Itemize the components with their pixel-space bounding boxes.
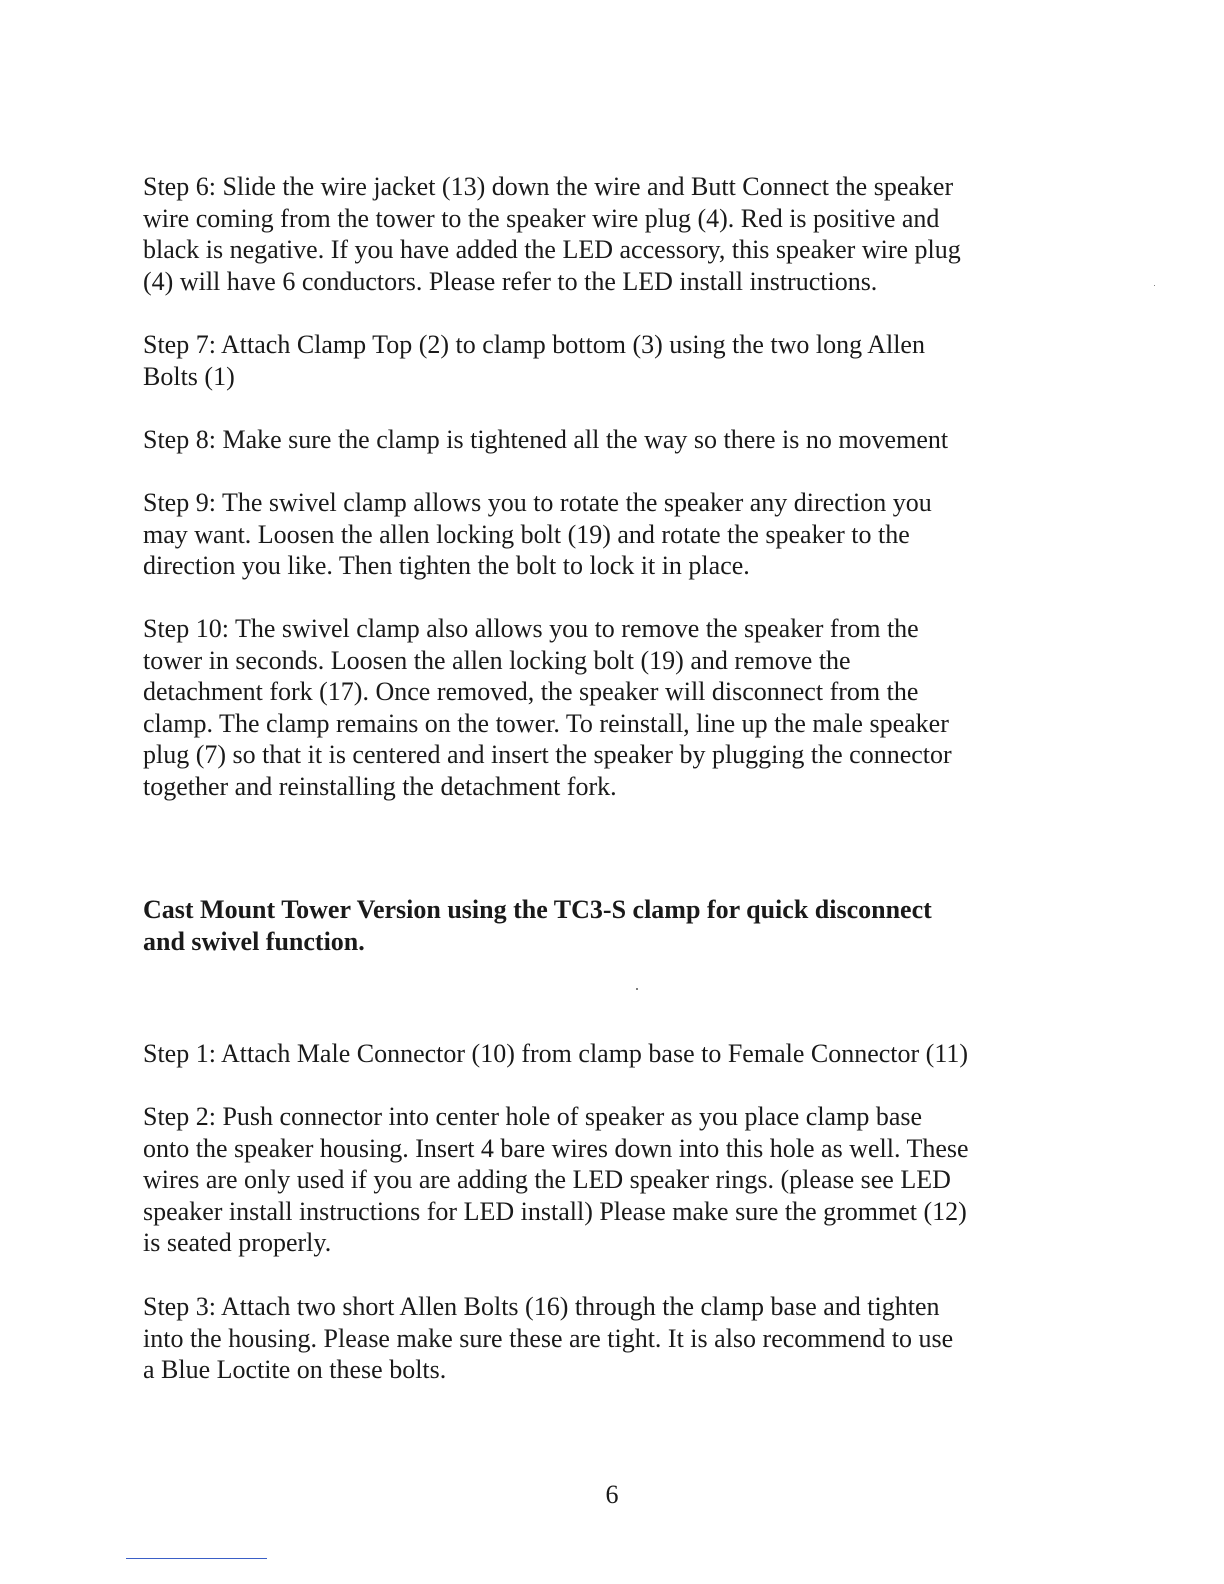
step-9-paragraph: Step 9: The swivel clamp allows you to rotate the speaker any direction you may want. Loosen the allen locking bolt (19) and rotate the speaker to the direction you like. Then tighten the bolt to lock it in place. [143, 488, 932, 580]
step-1-paragraph: Step 1: Attach Male Connector (10) from clamp base to Female Connector (11) [143, 1039, 969, 1068]
step-6-paragraph: Step 6: Slide the wire jacket (13) down the wire and Butt Connect the speaker wire coming from the tower to the speaker wire plug (4). Red is positive and black is negative. If you have added the LED accessory, this speaker wire plug (4) will have 6 conductors. Please refer to the LED install instructions. [143, 172, 961, 296]
step-7-paragraph: Step 7: Attach Clamp Top (2) to clamp bottom (3) using the two long Allen Bolts (1) [143, 330, 925, 391]
footer-rule [126, 1558, 267, 1559]
scan-speck [636, 988, 638, 990]
scan-speck [1154, 285, 1155, 286]
section-heading: Cast Mount Tower Version using the TC3-S clamp for quick disconnect and swivel function. [143, 895, 932, 956]
step-8-paragraph: Step 8: Make sure the clamp is tightened all the way so there is no movement [143, 425, 949, 454]
step-3-paragraph: Step 3: Attach two short Allen Bolts (16) through the clamp base and tighten into the housing. Please make sure these are tight. It is also recommend to use a Blue Loctite on these bolts. [143, 1292, 954, 1384]
step-2-paragraph: Step 2: Push connector into center hole of speaker as you place clamp base onto the speaker housing. Insert 4 bare wires down into this hole as well. These wires are only used if you are adding the LED speaker rings. (please see LED speaker install instructions for LED install) Please make sure the grommet (12) is seated properly. [143, 1102, 969, 1257]
step-10-paragraph: Step 10: The swivel clamp also allows you to remove the speaker from the tower in seconds. Loosen the allen locking bolt (19) and remove the detachment fork (17). Once removed, the speaker will disconnect from the clamp. The clamp remains on the tower. To reinstall, line up the male speaker plug (7) so that it is centered and insert the speaker by plugging the connector together and reinstalling the detachment fork. [143, 614, 952, 801]
page-number: 6 [605, 1480, 619, 1509]
